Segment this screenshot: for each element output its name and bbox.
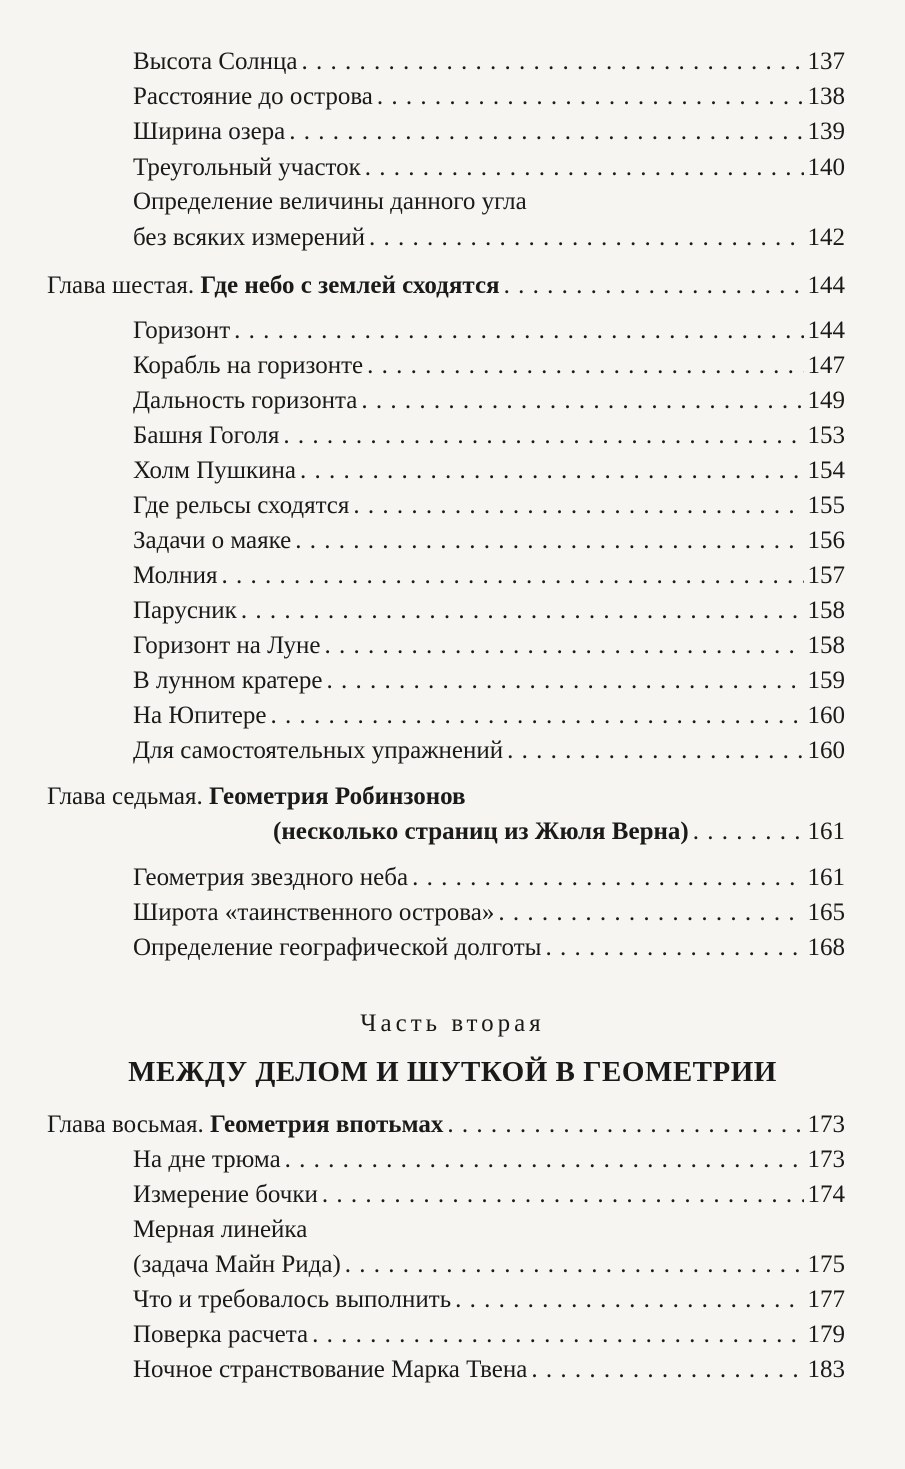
page-number: 147 xyxy=(807,352,845,379)
dot-leader xyxy=(326,663,803,699)
dot-leader xyxy=(498,895,803,931)
entry-title: Молния xyxy=(133,562,218,589)
toc-entry xyxy=(0,453,905,489)
page-number: 155 xyxy=(807,492,845,519)
dot-leader xyxy=(302,44,804,80)
dot-leader xyxy=(447,1107,803,1143)
dot-leader xyxy=(365,150,804,186)
entry-title: Расстояние до острова xyxy=(133,83,373,110)
page-number: 138 xyxy=(807,83,845,110)
dot-leader xyxy=(545,930,803,966)
page-number: 144 xyxy=(807,272,845,299)
entry-title: (задача Майн Рида) xyxy=(133,1251,341,1278)
entry-title: Корабль на горизонте xyxy=(133,352,364,379)
toc-entry xyxy=(0,383,905,419)
toc-entry xyxy=(0,313,905,349)
toc-entry xyxy=(0,860,905,896)
toc-entry xyxy=(0,150,905,186)
entry-title: Башня Гоголя xyxy=(133,422,280,449)
entry-title: Ширина озера xyxy=(133,118,286,145)
page-number: 140 xyxy=(807,154,845,181)
page-number: 177 xyxy=(807,1286,845,1313)
page-number: 168 xyxy=(807,934,845,961)
toc-entry xyxy=(0,1177,905,1213)
page-number: 161 xyxy=(807,864,845,891)
page-number: 175 xyxy=(807,1251,845,1278)
toc-entry xyxy=(0,628,905,664)
toc-entry xyxy=(0,1212,905,1248)
page-number: 149 xyxy=(807,387,845,414)
toc-entry xyxy=(0,1282,905,1318)
dot-leader xyxy=(504,268,804,304)
entry-title: На дне трюма xyxy=(133,1146,281,1173)
page-number: 165 xyxy=(807,899,845,926)
page-number: 173 xyxy=(807,1111,845,1138)
dot-leader xyxy=(300,453,803,489)
toc-entry xyxy=(0,558,905,594)
entry-title: Измерение бочки xyxy=(133,1181,318,1208)
toc-entry xyxy=(0,114,905,150)
part-label: Часть вторая xyxy=(360,1010,545,1037)
dot-leader xyxy=(455,1282,803,1318)
entry-title: Для самостоятельных упражнений xyxy=(133,737,504,764)
toc-chapter-entry xyxy=(0,268,905,304)
page-number: 161 xyxy=(807,818,845,845)
dot-leader xyxy=(412,860,803,896)
page-number: 160 xyxy=(807,702,845,729)
toc-entry xyxy=(0,1247,905,1283)
entry-title: Парусник xyxy=(133,597,237,624)
toc-entry xyxy=(0,930,905,966)
entry-title: Дальность горизонта xyxy=(133,387,358,414)
toc-entry xyxy=(0,523,905,559)
toc-entry xyxy=(0,44,905,80)
entry-title: Треугольный участок xyxy=(133,154,361,181)
dot-leader xyxy=(367,348,803,384)
page-number: 158 xyxy=(807,597,845,624)
dot-leader xyxy=(312,1317,803,1353)
entry-title: Поверка расчета xyxy=(133,1321,309,1348)
page-number: 153 xyxy=(807,422,845,449)
entry-title xyxy=(47,268,500,304)
chapter-title: Геометрия Робинзонов xyxy=(209,783,466,810)
dot-leader xyxy=(693,814,804,850)
toc-entry xyxy=(0,1352,905,1388)
dot-leader xyxy=(295,523,803,559)
entry-title: Геометрия звездного неба xyxy=(133,864,409,891)
toc-entry xyxy=(0,895,905,931)
entry-title: Ночное странствование Марка Твена xyxy=(133,1356,528,1383)
dot-leader xyxy=(377,79,804,115)
entry-title: Определение географической долготы xyxy=(133,934,542,961)
toc-chapter-entry xyxy=(0,779,905,815)
toc-entry xyxy=(0,1142,905,1178)
dot-leader xyxy=(361,383,803,419)
toc-entry xyxy=(0,220,905,256)
dot-leader xyxy=(322,1177,804,1213)
page-number: 159 xyxy=(807,667,845,694)
chapter-number: Глава восьмая. xyxy=(47,1111,204,1138)
dot-leader xyxy=(289,114,803,150)
dot-leader xyxy=(345,1247,804,1283)
chapter-title: Где небо с землей сходятся xyxy=(200,272,500,299)
toc-entry xyxy=(0,1317,905,1353)
dot-leader xyxy=(234,313,803,349)
entry-title: без всяких измерений xyxy=(133,224,365,251)
page-number: 158 xyxy=(807,632,845,659)
toc-entry xyxy=(0,663,905,699)
toc-entry xyxy=(0,488,905,524)
entry-title: Задачи о маяке xyxy=(133,527,292,554)
entry-title: На Юпитере xyxy=(133,702,267,729)
page-number: 173 xyxy=(807,1146,845,1173)
entry-title xyxy=(273,814,689,850)
page-number: 142 xyxy=(807,224,845,251)
toc-chapter-entry xyxy=(0,814,905,850)
dot-leader xyxy=(270,698,803,734)
dot-leader xyxy=(241,593,804,629)
entry-title: Горизонт на Луне xyxy=(133,632,321,659)
dot-leader xyxy=(531,1352,803,1388)
entry-title: Высота Солнца xyxy=(133,48,298,75)
entry-title: В лунном кратере xyxy=(133,667,323,694)
dot-leader xyxy=(283,418,803,454)
chapter-number: Глава седьмая. xyxy=(47,783,203,810)
dot-leader xyxy=(222,558,804,594)
chapter-title-continued: (несколько страниц из Жюля Верна) xyxy=(273,818,689,845)
toc-entry xyxy=(0,593,905,629)
toc-entry xyxy=(0,698,905,734)
page-number: 160 xyxy=(807,737,845,764)
entry-title: Что и требовалось выполнить xyxy=(133,1286,452,1313)
entry-title: Определение величины данного угла xyxy=(133,188,527,215)
page-number: 154 xyxy=(807,457,845,484)
toc-entry xyxy=(0,418,905,454)
toc-entry xyxy=(0,733,905,769)
page-number: 144 xyxy=(807,317,845,344)
page-number: 179 xyxy=(807,1321,845,1348)
dot-leader xyxy=(369,220,804,256)
dot-leader xyxy=(324,628,803,664)
dot-leader xyxy=(353,488,803,524)
toc-entry xyxy=(0,348,905,384)
toc-entry xyxy=(0,79,905,115)
chapter-number: Глава шестая. xyxy=(47,272,195,299)
part-title: МЕЖДУ ДЕЛОМ И ШУТКОЙ В ГЕОМЕТРИИ xyxy=(128,1056,777,1088)
page-number: 174 xyxy=(807,1181,845,1208)
toc-chapter-entry xyxy=(0,1107,905,1143)
entry-title xyxy=(47,779,466,815)
page-number: 139 xyxy=(807,118,845,145)
page-number: 137 xyxy=(807,48,845,75)
entry-title: Широта «таинственного острова» xyxy=(133,899,495,926)
entry-title: Холм Пушкина xyxy=(133,457,297,484)
page-number: 157 xyxy=(807,562,845,589)
entry-title: Горизонт xyxy=(133,317,231,344)
dot-leader xyxy=(507,733,803,769)
entry-title xyxy=(47,1107,443,1143)
page-number: 183 xyxy=(807,1356,845,1383)
page-number: 156 xyxy=(807,527,845,554)
toc-entry xyxy=(0,184,905,220)
entry-title: Мерная линейка xyxy=(133,1216,308,1243)
chapter-title: Геометрия впотьмах xyxy=(209,1111,444,1138)
entry-title: Где рельсы сходятся xyxy=(133,492,350,519)
dot-leader xyxy=(285,1142,804,1178)
